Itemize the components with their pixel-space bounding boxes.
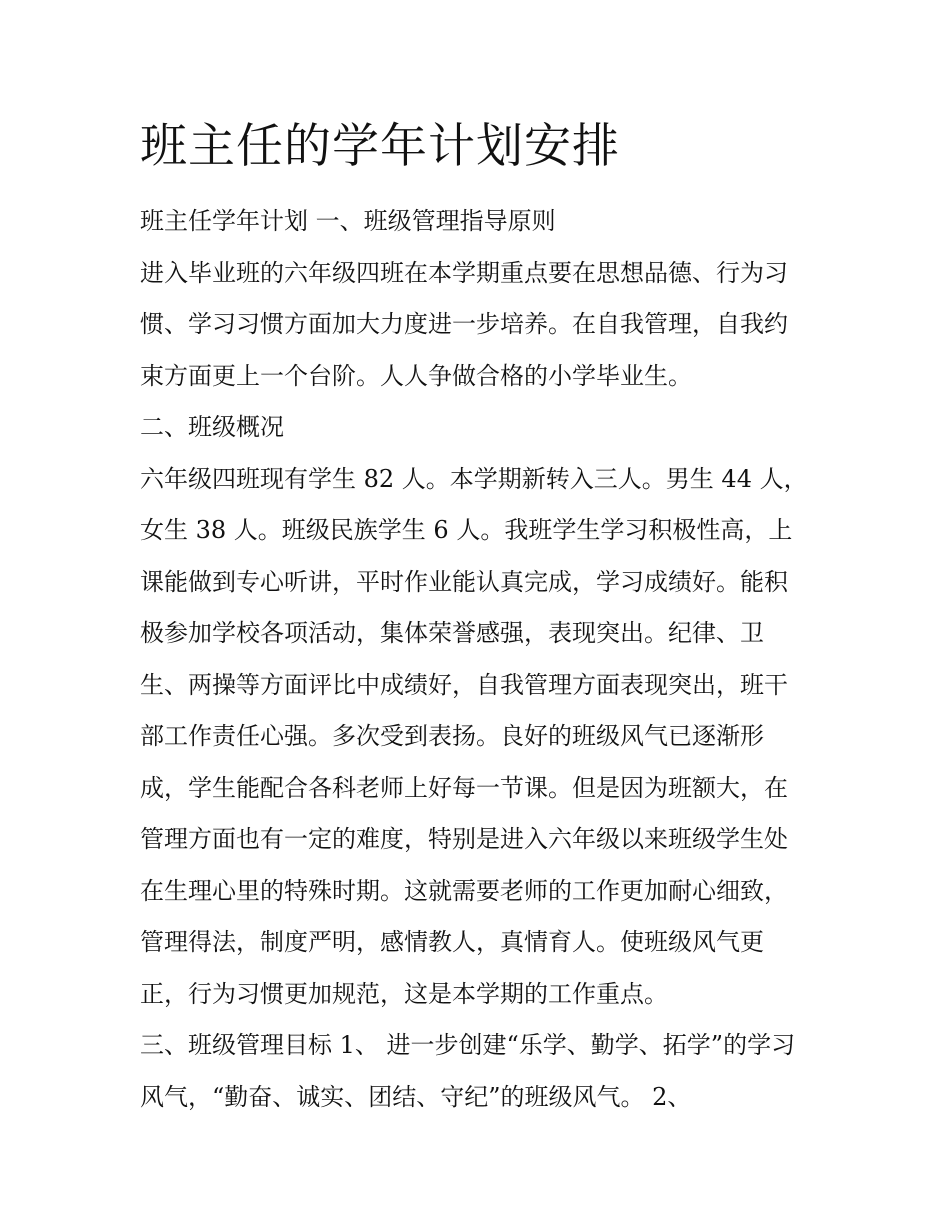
paragraph-line: 在生理心里的特殊时期。这就需要老师的工作更加耐心细致， bbox=[140, 876, 788, 905]
paragraph-line: 生、两操等方面评比中成绩好，自我管理方面表现突出，班干 bbox=[140, 670, 788, 699]
paragraph-line: 六年级四班现有学生 82 人。本学期新转入三人。男生 44 人， bbox=[140, 464, 808, 493]
paragraph-line: 部工作责任心强。多次受到表扬。良好的班级风气已逐渐形 bbox=[140, 722, 764, 750]
paragraph-line: 管理方面也有一定的难度，特别是进入六年级以来班级学生处 bbox=[140, 825, 788, 853]
paragraph-line: 风气，“勤奋、诚实、团结、守纪”的班级风气。 2、 bbox=[140, 1082, 692, 1111]
paragraph-line: 惯、学习习惯方面加大力度进一步培养。在自我管理，自我约 bbox=[140, 310, 788, 338]
section-heading-goals: 三、班级管理目标 1、 进一步创建“乐学、勤学、拓学”的学习 bbox=[140, 1031, 796, 1059]
paragraph-line: 极参加学校各项活动，集体荣誉感强，表现突出。纪律、卫 bbox=[140, 619, 764, 647]
paragraph-line: 束方面更上一个台阶。人人争做合格的小学毕业生。 bbox=[140, 361, 692, 390]
paragraph-line: 女生 38 人。班级民族学生 6 人。我班学生学习积极性高，上 bbox=[140, 516, 793, 544]
document-page bbox=[140, 118, 830, 1123]
document-title: 班主任的学年计划安排 bbox=[140, 119, 620, 174]
section-heading-overview: 二、班级概况 bbox=[140, 413, 284, 441]
paragraph-line: 正，行为习惯更加规范，这是本学期的工作重点。 bbox=[140, 979, 668, 1008]
paragraph-line: 课能做到专心听讲，平时作业能认真完成，学习成绩好。能积 bbox=[140, 567, 788, 596]
paragraph-line: 成，学生能配合各科老师上好每一节课。但是因为班额大，在 bbox=[140, 773, 788, 802]
paragraph-line: 进入毕业班的六年级四班在本学期重点要在思想品德、行为习 bbox=[140, 258, 788, 287]
section-heading-principles: 班主任学年计划 一、班级管理指导原则 bbox=[140, 207, 556, 235]
paragraph-line: 管理得法，制度严明，感情教人，真情育人。使班级风气更 bbox=[140, 928, 764, 956]
